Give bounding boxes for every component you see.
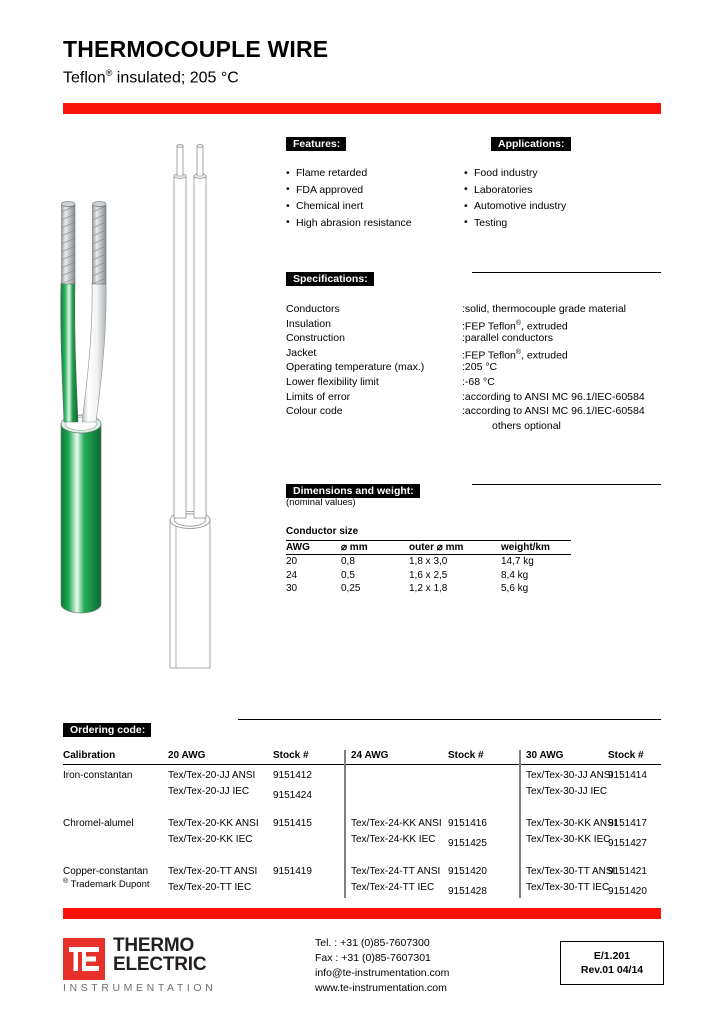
spec-value: :according to ANSI MC 96.1/IEC-60584 bbox=[462, 405, 645, 418]
features-header bbox=[286, 137, 471, 151]
cell-stock: 9151425 bbox=[448, 838, 487, 849]
cell-outer-diameter: 1,8 x 3,0 bbox=[409, 556, 448, 568]
cell-stock bbox=[448, 765, 520, 787]
cell-code: Tex/Tex-30-KK IEC bbox=[520, 834, 608, 850]
cell-stock: 9151427 bbox=[608, 838, 647, 849]
list-item: • FDA approved bbox=[286, 182, 412, 199]
subtitle-pre: Teflon bbox=[63, 69, 106, 87]
cell-outer-diameter: 1,6 x 2,5 bbox=[409, 569, 448, 581]
table-row bbox=[63, 866, 661, 882]
spec-row bbox=[286, 331, 676, 346]
cell-stock: 9151415 bbox=[273, 818, 312, 829]
spec-label: Lower flexibility limit bbox=[286, 375, 379, 388]
cell-stock: 9151414 bbox=[608, 770, 647, 781]
table-header-row bbox=[286, 541, 571, 555]
cell-stock: 9151428 bbox=[448, 886, 487, 897]
registered-mark-icon: ® bbox=[515, 348, 522, 356]
cell-outer-diameter: 1,2 x 1,8 bbox=[409, 582, 448, 594]
trademark-note bbox=[63, 878, 150, 890]
spec-label: Conductors bbox=[286, 303, 340, 315]
fax-number: Fax : +31 (0)85-7607301 bbox=[315, 952, 431, 964]
cell-stock: 9151421 bbox=[608, 866, 647, 877]
page-title: THERMOCOUPLE WIRE bbox=[63, 36, 329, 62]
cell-stock: 9151417 bbox=[608, 818, 647, 829]
cell-stock: 9151424 bbox=[273, 790, 312, 801]
red-divider-bottom bbox=[63, 908, 661, 919]
applications-list bbox=[464, 165, 566, 231]
cell-awg: 30 bbox=[286, 582, 298, 594]
cell-weight: 14,7 kg bbox=[501, 556, 534, 568]
ordering-table bbox=[63, 750, 661, 898]
cell-weight: 5,6 kg bbox=[501, 582, 529, 594]
registered-mark-icon: ® bbox=[515, 319, 522, 327]
cell-stock bbox=[448, 786, 520, 802]
spec-label: Insulation bbox=[286, 317, 331, 330]
table-row bbox=[63, 765, 661, 787]
spacer-row bbox=[63, 850, 661, 866]
page-subtitle bbox=[63, 68, 239, 87]
col-awg: AWG bbox=[286, 541, 341, 555]
cell-stock: 9151420 bbox=[608, 886, 647, 897]
cell-code: Tex/Tex-24-TT ANSI bbox=[345, 866, 448, 882]
spec-value: :-68 °C bbox=[462, 375, 495, 388]
spec-value: :FEP Teflon®, extruded bbox=[462, 348, 568, 362]
cell-code: Tex/Tex-20-KK IEC bbox=[168, 834, 253, 845]
subtitle-post: insulated; 205 °C bbox=[112, 69, 239, 87]
registered-mark-icon: ® bbox=[63, 878, 69, 885]
table-row bbox=[63, 818, 661, 834]
spec-value: :FEP Teflon®, extruded bbox=[462, 319, 568, 333]
nominal-values-note: (nominal values) bbox=[286, 497, 356, 508]
table-row bbox=[286, 555, 571, 569]
dimensions-table bbox=[286, 540, 571, 595]
list-item: • Flame retarded bbox=[286, 165, 412, 182]
col-outer-diameter: outer ⌀ mm bbox=[409, 541, 501, 555]
cell-calibration: Copper-constantan bbox=[63, 866, 149, 877]
cable-illustration-color bbox=[38, 160, 163, 620]
cell-code: Tex/Tex-20-JJ ANSI bbox=[168, 770, 256, 781]
contact-block bbox=[315, 936, 449, 996]
cell-awg: 20 bbox=[286, 556, 298, 568]
cell-code: Tex/Tex-30-TT IEC bbox=[520, 882, 608, 898]
cell-code: Tex/Tex-30-JJ ANSI bbox=[520, 765, 608, 787]
cell-code: Tex/Tex-30-TT ANSI bbox=[520, 866, 608, 882]
cell-stock bbox=[608, 786, 661, 802]
cell-stock bbox=[273, 882, 345, 898]
cell-code: Tex/Tex-20-TT ANSI bbox=[168, 866, 258, 877]
table-row bbox=[63, 882, 661, 898]
cable-illustration-outline bbox=[148, 128, 253, 673]
header-rule bbox=[238, 719, 661, 720]
company-name bbox=[113, 936, 206, 974]
spec-row bbox=[286, 360, 676, 375]
specifications-header bbox=[286, 272, 661, 286]
specifications-list bbox=[286, 302, 676, 433]
dimensions-header bbox=[286, 484, 661, 498]
cell-code: Tex/Tex-20-TT IEC bbox=[168, 882, 252, 893]
specifications-heading: Specifications: bbox=[286, 272, 374, 286]
col-30awg: 30 AWG bbox=[520, 750, 608, 765]
trademark-text: Trademark Dupont bbox=[68, 879, 150, 891]
company-tagline: INSTRUMENTATION bbox=[63, 982, 217, 994]
table-row bbox=[63, 834, 661, 850]
cell-code bbox=[345, 765, 448, 787]
table-row bbox=[286, 582, 571, 595]
spec-label: Colour code bbox=[286, 405, 343, 418]
table-row bbox=[286, 568, 571, 581]
cell-stock: 9151420 bbox=[448, 866, 487, 877]
document-code: E/1.201 bbox=[593, 950, 631, 962]
spec-row bbox=[286, 346, 676, 361]
spec-row-continuation bbox=[286, 419, 676, 434]
col-stock-20: Stock # bbox=[273, 750, 345, 765]
cell-weight: 8,4 kg bbox=[501, 569, 529, 581]
cell-calibration bbox=[63, 834, 168, 850]
col-weight: weight/km bbox=[501, 541, 571, 555]
list-item: • Food industry bbox=[464, 165, 566, 182]
features-heading: Features: bbox=[286, 137, 346, 151]
cell-stock: 9151412 bbox=[273, 770, 312, 781]
spec-row bbox=[286, 390, 676, 405]
list-item: • Laboratories bbox=[464, 182, 566, 199]
list-item: • Chemical inert bbox=[286, 198, 412, 215]
email-address[interactable]: info@te-instrumentation.com bbox=[315, 967, 450, 979]
website-url[interactable]: www.te-instrumentation.com bbox=[315, 982, 447, 994]
col-20awg: 20 AWG bbox=[168, 750, 273, 765]
cell-calibration bbox=[63, 786, 168, 802]
cell-calibration: Iron-constantan bbox=[63, 770, 133, 781]
cell-diameter: 0,8 bbox=[341, 556, 355, 568]
spec-row bbox=[286, 404, 676, 419]
spec-label: Jacket bbox=[286, 346, 317, 359]
dimensions-heading: Dimensions and weight: bbox=[286, 484, 420, 498]
col-24awg: 24 AWG bbox=[345, 750, 448, 765]
spacer-row bbox=[63, 802, 661, 818]
cell-stock: 9151419 bbox=[273, 866, 312, 877]
spec-label: Operating temperature (max.) bbox=[286, 361, 425, 374]
document-revision: Rev.01 04/14 bbox=[580, 964, 644, 976]
company-logo-mark bbox=[63, 938, 105, 980]
cell-diameter: 0,5 bbox=[341, 569, 355, 581]
red-divider-top bbox=[63, 103, 661, 114]
cell-code: Tex/Tex-24-TT IEC bbox=[345, 882, 448, 898]
cell-calibration: Chromel-alumel bbox=[63, 818, 134, 829]
applications-header bbox=[491, 137, 661, 151]
col-stock-30: Stock # bbox=[608, 750, 661, 765]
header-rule bbox=[472, 484, 661, 485]
cell-code: Tex/Tex-30-KK ANSI bbox=[520, 818, 608, 834]
features-list bbox=[286, 165, 412, 231]
registered-mark-icon: ® bbox=[105, 68, 113, 78]
phone-number: Tel. : +31 (0)85-7607300 bbox=[315, 937, 430, 949]
spec-value: :according to ANSI MC 96.1/IEC-60584 bbox=[462, 390, 645, 403]
cell-awg: 24 bbox=[286, 569, 298, 581]
table-header-row bbox=[63, 750, 661, 765]
ordering-heading: Ordering code: bbox=[63, 723, 151, 737]
cell-code: Tex/Tex-20-JJ IEC bbox=[168, 786, 250, 797]
col-calibration: Calibration bbox=[63, 750, 168, 765]
col-stock-24: Stock # bbox=[448, 750, 520, 765]
spec-label: Limits of error bbox=[286, 390, 351, 403]
spec-row bbox=[286, 302, 676, 317]
spec-row bbox=[286, 317, 676, 332]
cell-stock: 9151416 bbox=[448, 818, 487, 829]
list-item: • Testing bbox=[464, 215, 566, 232]
header-rule bbox=[472, 272, 661, 273]
conductor-size-label: Conductor size bbox=[286, 526, 359, 537]
company-name-line1: THERMO bbox=[113, 935, 195, 956]
spec-value: :205 °C bbox=[462, 361, 498, 374]
list-item: • Automotive industry bbox=[464, 198, 566, 215]
cell-code bbox=[345, 786, 448, 802]
cell-code: Tex/Tex-24-KK IEC bbox=[345, 834, 448, 850]
company-name-line2: ELECTRIC bbox=[113, 954, 207, 975]
col-diameter: ⌀ mm bbox=[341, 541, 409, 555]
spec-value: :solid, thermocouple grade material bbox=[462, 303, 627, 315]
table-row bbox=[63, 786, 661, 802]
ordering-header bbox=[63, 723, 661, 737]
spec-label: Construction bbox=[286, 332, 345, 345]
cell-diameter: 0,25 bbox=[341, 582, 361, 594]
document-code-box bbox=[560, 941, 664, 985]
spec-extra-line: others optional bbox=[492, 419, 561, 432]
cell-code: Tex/Tex-20-KK ANSI bbox=[168, 818, 259, 829]
spec-row bbox=[286, 375, 676, 390]
cell-code: Tex/Tex-24-KK ANSI bbox=[345, 818, 448, 834]
cell-stock bbox=[273, 834, 345, 850]
cell-code: Tex/Tex-30-JJ IEC bbox=[520, 786, 608, 802]
spec-value: :parallel conductors bbox=[462, 332, 554, 345]
list-item: • High abrasion resistance bbox=[286, 215, 412, 232]
te-monogram-icon bbox=[63, 938, 105, 980]
ordering-table-wrap bbox=[63, 750, 661, 898]
applications-heading: Applications: bbox=[491, 137, 571, 151]
